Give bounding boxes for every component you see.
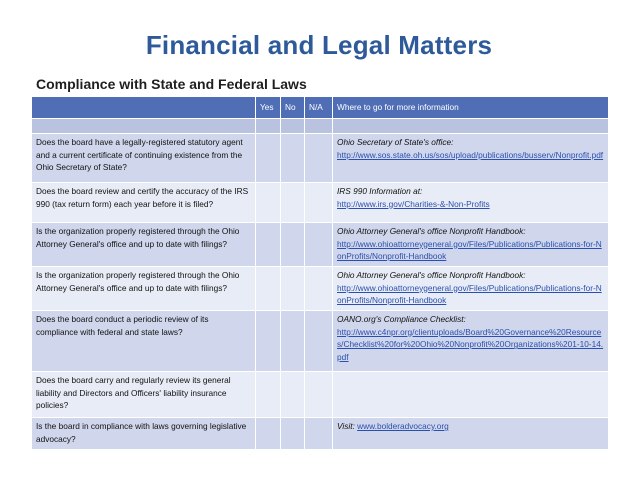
table-row [32, 223, 609, 267]
question-cell: Does the board carry and regularly review its general liability and Directors and Officers' liability insurance policies? [32, 372, 256, 418]
na-checkbox-cell[interactable] [305, 134, 333, 183]
yes-checkbox-cell[interactable] [256, 418, 281, 450]
table-row [32, 372, 609, 418]
info-link[interactable]: http://www.ohioattorneygeneral.gov/Files/Publications/Publications-for-NonProfits/Nonprofit-Handbook [337, 238, 602, 262]
question-cell: Does the board review and certify the accuracy of the IRS 990 (tax return form) each year before it is filed? [32, 183, 256, 223]
yes-checkbox-cell[interactable] [256, 267, 281, 311]
na-checkbox-cell[interactable] [305, 418, 333, 450]
table-header-row [32, 97, 609, 119]
info-source: Ohio Attorney General's office Nonprofit Handbook: [337, 270, 526, 280]
no-checkbox-cell[interactable] [281, 183, 305, 223]
yes-checkbox-cell[interactable] [256, 223, 281, 267]
page-title: Financial and Legal Matters [145, 30, 493, 60]
info-cell [333, 134, 609, 183]
question-cell: Is the board in compliance with laws governing legislative advocacy? [32, 418, 256, 450]
na-checkbox-cell[interactable] [305, 183, 333, 223]
info-source: Ohio Secretary of State's office: [337, 137, 454, 147]
no-checkbox-cell[interactable] [281, 418, 305, 450]
header-question [32, 97, 256, 119]
info-cell [333, 223, 609, 267]
question-cell: Is the organization properly registered through the Ohio Attorney General's office and up to date with filings? [32, 267, 256, 311]
info-link[interactable]: www.bolderadvocacy.org [357, 421, 449, 431]
info-source: IRS 990 Information at: [337, 186, 423, 196]
no-checkbox-cell[interactable] [281, 223, 305, 267]
no-checkbox-cell[interactable] [281, 372, 305, 418]
yes-checkbox-cell[interactable] [256, 311, 281, 372]
header-info: Where to go for more information [333, 97, 609, 119]
table-row [32, 311, 609, 372]
compliance-table [31, 96, 609, 450]
info-source: Ohio Attorney General's office Nonprofit Handbook: [337, 226, 526, 236]
info-cell [333, 418, 609, 450]
info-cell [333, 311, 609, 372]
table-row [32, 183, 609, 223]
info-cell [333, 267, 609, 311]
na-checkbox-cell[interactable] [305, 372, 333, 418]
info-link[interactable]: http://www.ohioattorneygeneral.gov/Files/Publications/Publications-for-NonProfits/Nonprofit-Handbook [337, 282, 602, 306]
info-source: Visit: [337, 421, 355, 431]
info-cell [333, 372, 609, 418]
table-row [32, 267, 609, 311]
section-subtitle: Compliance with State and Federal Laws [36, 76, 307, 92]
question-cell: Is the organization properly registered through the Ohio Attorney General's office and up to date with filings? [32, 223, 256, 267]
no-checkbox-cell[interactable] [281, 311, 305, 372]
header-yes: Yes [256, 97, 281, 119]
no-checkbox-cell[interactable] [281, 267, 305, 311]
table-row [32, 418, 609, 450]
info-link[interactable]: http://www.sos.state.oh.us/sos/upload/publications/busserv/Nonprofit.pdf [337, 149, 604, 160]
info-link[interactable]: http://www.irs.gov/Charities-&-Non-Profits [337, 198, 490, 209]
info-link[interactable]: http://www.c4npr.org/clientuploads/Board%20Governance%20Resources/Checklist%20for%20Ohio%20Nonprofit%20Organizations%201-10-14.pdf [337, 326, 604, 362]
table-row [32, 134, 609, 183]
info-cell [333, 183, 609, 223]
question-cell: Does the board conduct a periodic review of its compliance with federal and state laws? [32, 311, 256, 372]
question-cell: Does the board have a legally-registered statutory agent and a current certificate of continuing existence from the Ohio Secretary of State? [32, 134, 256, 183]
na-checkbox-cell[interactable] [305, 311, 333, 372]
table-spacer-row [32, 119, 609, 134]
header-no: No [281, 97, 305, 119]
header-na: N/A [305, 97, 333, 119]
yes-checkbox-cell[interactable] [256, 183, 281, 223]
info-source: OANO.org's Compliance Checklist: [337, 314, 466, 324]
yes-checkbox-cell[interactable] [256, 372, 281, 418]
no-checkbox-cell[interactable] [281, 134, 305, 183]
na-checkbox-cell[interactable] [305, 223, 333, 267]
yes-checkbox-cell[interactable] [256, 134, 281, 183]
na-checkbox-cell[interactable] [305, 267, 333, 311]
